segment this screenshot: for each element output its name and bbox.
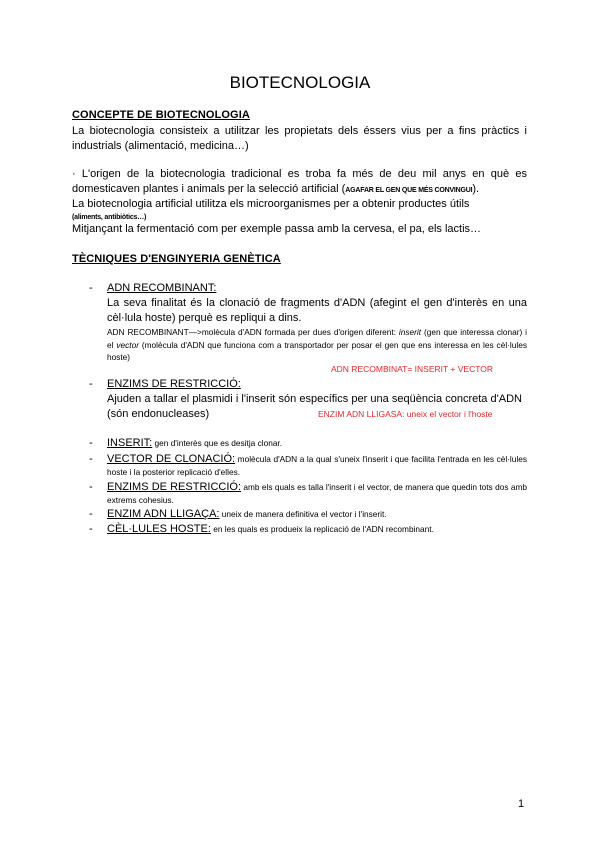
definition-term: ENZIMS DE RESTRICCIÓ: xyxy=(107,481,241,493)
bullet-dash: - xyxy=(89,282,93,294)
page-title: BIOTECNOLOGIA xyxy=(229,73,371,92)
definition-term: ENZIM ADN LLIGAÇA: xyxy=(107,508,220,520)
detail-vector: vector xyxy=(116,339,139,350)
definition-term: CÈL·LULES HOSTE: xyxy=(107,523,211,535)
definition-text: amb els quals es talla l'inserit i el vector, de manera que quedin tots dos amb extrems cohesius. xyxy=(107,482,527,505)
definition-term: INSERIT: xyxy=(107,437,153,449)
definition-enzims xyxy=(107,481,527,506)
bullet-dash: - xyxy=(89,453,93,465)
artificial-text: La biotecnologia artificial utilitza els microorganismes per a obtenir productes útils xyxy=(72,198,470,210)
adn-recombinant-formula: ADN RECOMBINAT= INSERIT + VECTOR xyxy=(331,364,494,374)
bullet-dash: - xyxy=(89,437,93,449)
definition-text: en les quals es produeix la replicació de l'ADN recombinant. xyxy=(210,524,434,534)
bullet-dash: - xyxy=(89,481,93,493)
origin-end: ). xyxy=(472,182,480,195)
detail-part: (molècula d'ADN que funciona com a transportador per posar el gen que ens interessa en les cèl·lules hoste) xyxy=(107,339,527,362)
enzim-lligasa-note: ENZIM ADN LLIGASA: uneix el vector i l'hoste xyxy=(318,409,493,419)
origin-note: AGAFAR EL GEN QUE MÉS CONVINGUI xyxy=(345,186,473,194)
section-heading-concept: CONCEPTE DE BIOTECNOLOGIA xyxy=(72,109,250,121)
paragraph-origin xyxy=(72,167,527,198)
definition-vector xyxy=(107,453,527,478)
definition-term: VECTOR DE CLONACIÓ: xyxy=(107,453,236,465)
origin-text: · L'origen de la biotecnologia tradicional es troba fa més de deu mil anys en què es domesticaven plantes i animals per la selecció artificial ( xyxy=(72,168,527,195)
definition-text: gen d'interès que es desitja clonar. xyxy=(152,438,283,448)
page-number: 1 xyxy=(518,798,525,810)
item-heading-adn-recombinant: ADN RECOMBINANT: xyxy=(107,282,217,294)
detail-inserit: inserit xyxy=(398,327,422,337)
definition-text: uneix de manera definitiva el vector i l'inserit. xyxy=(219,509,387,519)
paragraph-definition: La biotecnologia consisteix a utilitzar les propietats dels éssers vius per a fins pràctics i industrials (alimentació, medicina…) xyxy=(72,125,527,152)
enzims-body: Ajuden a tallar el plasmidi i l'inserit són específics per una seqüència concreta d'ADN (són endonucleases) xyxy=(107,393,522,420)
detail-part: ADN RECOMBINANT—>molècula d'ADN formada per dues d'origen diferent: xyxy=(107,327,399,337)
adn-recombinant-body: La seva finalitat és la clonació de fragments d'ADN (afegint el gen d'interès en una cèl·lula hoste) perquè es repliqui a dins. xyxy=(107,297,527,324)
item-heading-enzims: ENZIMS DE RESTRICCIÓ: xyxy=(107,378,241,390)
adn-recombinant-detail xyxy=(107,326,527,364)
artificial-note: (aliments, antibiòtics…) xyxy=(72,213,147,221)
bullet-dash: - xyxy=(89,378,93,390)
section-heading-techniques: TÈCNIQUES D'ENGINYERIA GENÈTICA xyxy=(72,253,281,265)
definition-lligaca xyxy=(107,508,527,521)
detail-part: (gen que interessa clonar) i el xyxy=(107,327,527,350)
paragraph-fermentation: Mitjançant la fermentació com per exemple passa amb la cervesa, el pa, els lactis… xyxy=(72,223,482,235)
definition-text: molècula d'ADN a la qual s'uneix l'inserit i que facilita l'entrada en les cèl·lules hoste i la posterior replicació d'elles. xyxy=(107,454,527,477)
definition-inserit xyxy=(107,437,527,450)
bullet-dash: - xyxy=(89,508,93,520)
bullet-dash: - xyxy=(89,523,93,535)
definition-cellules xyxy=(107,523,527,536)
